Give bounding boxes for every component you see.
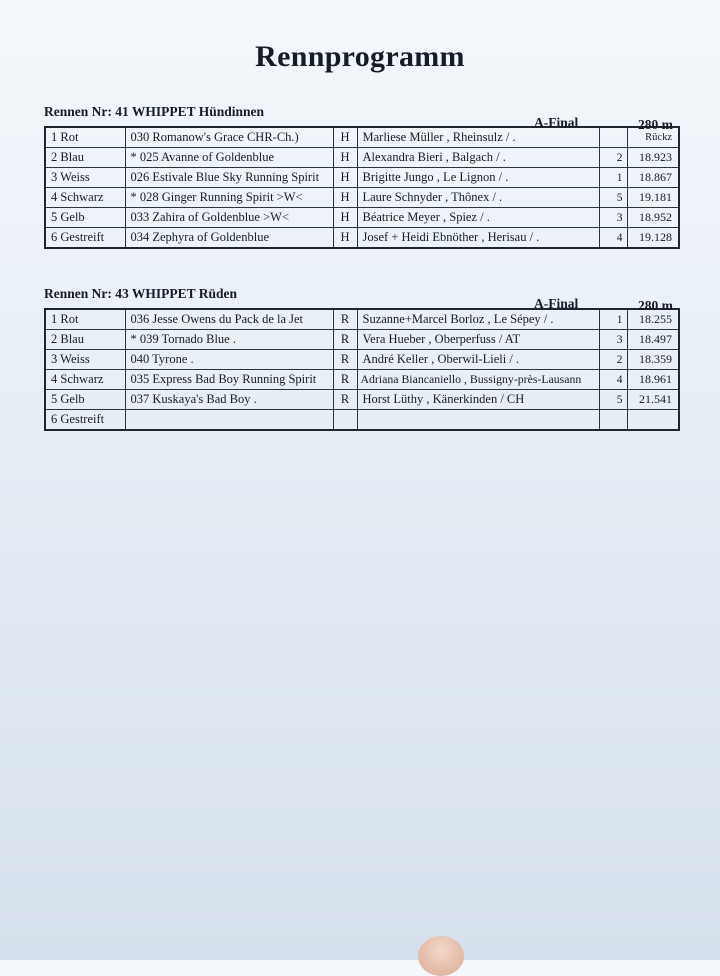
time-cell: 19.181 [627,188,679,208]
box-cell: 1 Rot [45,309,125,330]
dog-cell: 035 Express Bad Boy Running Spirit [125,370,333,390]
time-cell: 18.497 [627,330,679,350]
box-cell: 3 Weiss [45,350,125,370]
race-distance: 280 m [638,298,673,313]
sex-cell [333,410,357,431]
rank-cell: 2 [599,148,627,168]
dog-cell: 040 Tyrone . [125,350,333,370]
dog-cell: 030 Romanow's Grace CHR-Ch.) [125,127,333,148]
time-cell: 21.541 [627,390,679,410]
owner-cell: Laure Schnyder , Thônex / . [357,188,599,208]
table-row [45,330,679,350]
sex-cell: R [333,350,357,370]
rank-cell: 1 [599,168,627,188]
race-table [44,308,680,431]
sex-cell: R [333,370,357,390]
box-cell: 4 Schwarz [45,188,125,208]
race-distance: 280 m [638,117,673,132]
rank-cell: 3 [599,208,627,228]
owner-cell: Alexandra Bieri , Balgach / . [357,148,599,168]
owner-cell [357,410,599,431]
sex-cell: H [333,228,357,249]
owner-cell: Josef + Heidi Ebnöther , Herisau / . [357,228,599,249]
owner-cell: Adriana Biancaniello , Bussigny-près-Lausann [357,370,599,390]
dog-cell: 036 Jesse Owens du Pack de la Jet [125,309,333,330]
rank-cell: 4 [599,370,627,390]
dog-cell: 034 Zephyra of Goldenblue [125,228,333,249]
owner-cell: Brigitte Jungo , Le Lignon / . [357,168,599,188]
box-cell: 2 Blau [45,330,125,350]
table-row [45,370,679,390]
owner-cell: Vera Hueber , Oberperfuss / AT [357,330,599,350]
race-title: Rennen Nr: 41 WHIPPET Hündinnen [44,104,265,119]
time-cell: 18.952 [627,208,679,228]
race-section [44,104,678,249]
sex-cell: H [333,188,357,208]
race-table [44,126,680,249]
race-section [44,286,678,431]
time-cell: 19.128 [627,228,679,249]
rank-cell: 2 [599,350,627,370]
sex-cell: R [333,309,357,330]
owner-cell: Horst Lüthy , Känerkinden / CH [357,390,599,410]
dog-cell [125,410,333,431]
dog-cell: 033 Zahira of Goldenblue >W< [125,208,333,228]
table-row [45,168,679,188]
sex-cell: H [333,168,357,188]
sex-cell: R [333,330,357,350]
owner-cell: Marliese Müller , Rheinsulz / . [357,127,599,148]
time-cell: 18.255 [627,309,679,330]
rank-cell: 5 [599,390,627,410]
table-row [45,127,679,148]
time-cell: 18.867 [627,168,679,188]
time-cell: Rückz [627,127,679,148]
dog-cell: 026 Estivale Blue Sky Running Spirit [125,168,333,188]
race-final: A-Final [534,115,579,130]
race-final: A-Final [534,296,579,311]
box-cell: 6 Gestreift [45,410,125,431]
box-cell: 5 Gelb [45,208,125,228]
box-cell: 3 Weiss [45,168,125,188]
sex-cell: H [333,208,357,228]
rank-cell [599,127,627,148]
dog-cell: * 025 Avanne of Goldenblue [125,148,333,168]
rank-cell: 4 [599,228,627,249]
rank-cell: 5 [599,188,627,208]
table-row [45,148,679,168]
box-cell: 1 Rot [45,127,125,148]
box-cell: 5 Gelb [45,390,125,410]
page-title: Rennprogramm [255,40,465,73]
time-cell: 18.359 [627,350,679,370]
sex-cell: H [333,127,357,148]
time-cell [627,410,679,431]
table-row [45,309,679,330]
race-header [44,104,678,132]
fingertip [418,936,464,976]
race-title: Rennen Nr: 43 WHIPPET Rüden [44,286,238,301]
race-header [44,286,678,313]
box-cell: 4 Schwarz [45,370,125,390]
table-row [45,350,679,370]
table-row [45,410,679,431]
dog-cell: * 028 Ginger Running Spirit >W< [125,188,333,208]
box-cell: 6 Gestreift [45,228,125,249]
rank-cell [599,410,627,431]
sex-cell: R [333,390,357,410]
table-row [45,208,679,228]
table-row [45,228,679,249]
dog-cell: 037 Kuskaya's Bad Boy . [125,390,333,410]
owner-cell: Suzanne+Marcel Borloz , Le Sépey / . [357,309,599,330]
table-row [45,390,679,410]
rank-cell: 3 [599,330,627,350]
sex-cell: H [333,148,357,168]
owner-cell: Béatrice Meyer , Spiez / . [357,208,599,228]
dog-cell: * 039 Tornado Blue . [125,330,333,350]
owner-cell: André Keller , Oberwil-Lieli / . [357,350,599,370]
table-row [45,188,679,208]
time-cell: 18.923 [627,148,679,168]
box-cell: 2 Blau [45,148,125,168]
rank-cell: 1 [599,309,627,330]
time-cell: 18.961 [627,370,679,390]
